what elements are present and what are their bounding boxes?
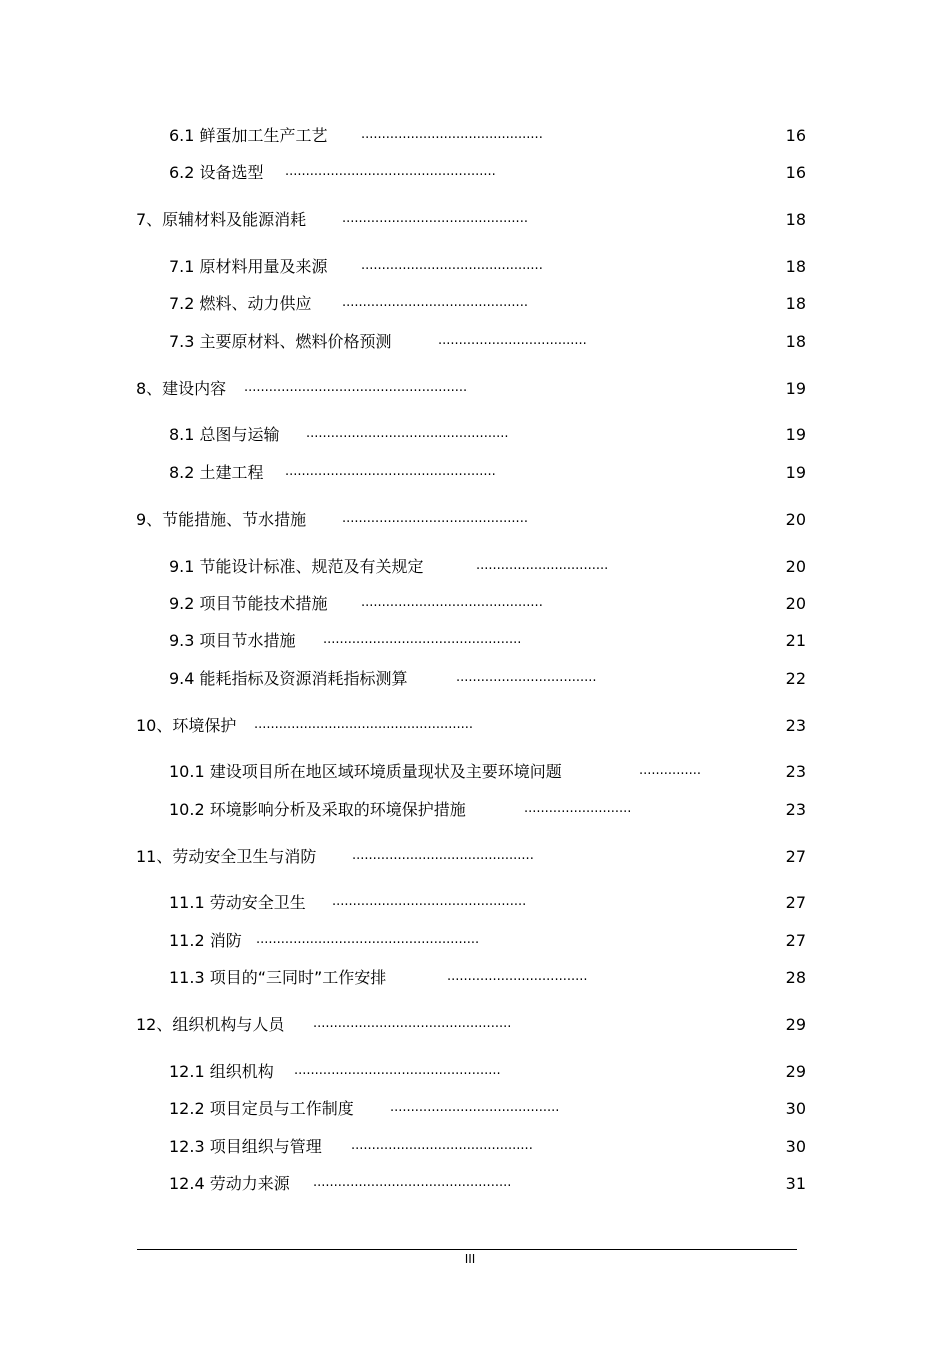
toc-entry-6-1[interactable] xyxy=(169,124,809,148)
toc-entry-title: 9.2 项目节能技术措施 xyxy=(169,594,328,613)
toc-entry-page: 29 xyxy=(785,1015,806,1034)
toc-entry-page: 30 xyxy=(785,1099,806,1118)
toc-entry-12-4[interactable] xyxy=(169,1172,809,1196)
toc-entry-page: 31 xyxy=(785,1174,806,1193)
toc-entry-page: 29 xyxy=(785,1062,806,1081)
toc-entry-leader: ............................................... xyxy=(332,894,527,909)
toc-entry-12-3[interactable] xyxy=(169,1135,809,1159)
toc-entry-7[interactable] xyxy=(136,208,809,232)
footer-divider xyxy=(137,1249,797,1250)
toc-entry-7-1[interactable] xyxy=(169,255,809,279)
toc-entry-leader: ................................................. xyxy=(306,426,509,441)
toc-entry-page: 23 xyxy=(785,800,806,819)
toc-entry-leader: ................................................... xyxy=(285,164,496,179)
toc-entry-leader: ...................................................... xyxy=(244,380,468,395)
toc-entry-title: 11.3 项目的“三同时”工作安排 xyxy=(169,968,387,987)
toc-entry-9-2[interactable] xyxy=(169,592,809,616)
toc-entry-title: 8、建设内容 xyxy=(136,379,227,398)
toc-entry-leader: ................................................... xyxy=(285,464,496,479)
toc-entry-10-2[interactable] xyxy=(169,798,809,822)
toc-entry-title: 11、劳动安全卫生与消防 xyxy=(136,847,317,866)
toc-entry-11-2[interactable] xyxy=(169,929,809,953)
toc-entry-title: 7.2 燃料、动力供应 xyxy=(169,294,312,313)
toc-entry-leader: ......................................... xyxy=(390,1100,560,1115)
toc-entry-title: 7、原辅材料及能源消耗 xyxy=(136,210,307,229)
toc-entry-page: 27 xyxy=(785,931,806,950)
toc-entry-leader: .................................. xyxy=(447,969,588,984)
toc-entry-leader: ............................................ xyxy=(361,258,543,273)
toc-entry-9[interactable] xyxy=(136,508,809,532)
toc-entry-leader: .................................................. xyxy=(294,1063,501,1078)
toc-entry-9-4[interactable] xyxy=(169,667,809,691)
toc-entry-9-3[interactable] xyxy=(169,629,809,653)
toc-entry-page: 20 xyxy=(785,557,806,576)
toc-entry-title: 9.1 节能设计标准、规范及有关规定 xyxy=(169,557,424,576)
toc-entry-page: 22 xyxy=(785,669,806,688)
toc-entry-6-2[interactable] xyxy=(169,161,809,185)
toc-entry-title: 6.1 鲜蛋加工生产工艺 xyxy=(169,126,328,145)
page-number: III xyxy=(464,1252,476,1266)
toc-entry-page: 19 xyxy=(785,379,806,398)
toc-entry-11[interactable] xyxy=(136,845,809,869)
toc-entry-page: 30 xyxy=(785,1137,806,1156)
toc-entry-page: 23 xyxy=(785,716,806,735)
toc-entry-page: 18 xyxy=(785,294,806,313)
toc-entry-title: 7.1 原材料用量及来源 xyxy=(169,257,328,276)
toc-entry-7-3[interactable] xyxy=(169,330,809,354)
toc-entry-page: 23 xyxy=(785,762,806,781)
toc-entry-leader: ................................................ xyxy=(313,1016,512,1031)
toc-entry-page: 18 xyxy=(785,257,806,276)
toc-entry-8[interactable] xyxy=(136,377,809,401)
toc-entry-page: 16 xyxy=(785,126,806,145)
toc-entry-10-1[interactable] xyxy=(169,760,809,784)
toc-entry-title: 8.1 总图与运输 xyxy=(169,425,280,444)
toc-entry-page: 19 xyxy=(785,425,806,444)
toc-entry-page: 28 xyxy=(785,968,806,987)
toc-entry-page: 20 xyxy=(785,510,806,529)
toc-entry-title: 6.2 设备选型 xyxy=(169,163,264,182)
toc-entry-title: 10、环境保护 xyxy=(136,716,237,735)
toc-entry-page: 27 xyxy=(785,847,806,866)
toc-entry-title: 12.1 组织机构 xyxy=(169,1062,274,1081)
toc-entry-8-1[interactable] xyxy=(169,423,809,447)
toc-entry-title: 12.2 项目定员与工作制度 xyxy=(169,1099,354,1118)
toc-entry-page: 18 xyxy=(785,210,806,229)
toc-entry-title: 11.2 消防 xyxy=(169,931,242,950)
toc-entry-7-2[interactable] xyxy=(169,292,809,316)
toc-entry-title: 9.3 项目节水措施 xyxy=(169,631,296,650)
toc-entry-leader: ...................................................... xyxy=(256,932,480,947)
toc-entry-11-1[interactable] xyxy=(169,891,809,915)
toc-entry-leader: ............................................ xyxy=(361,595,543,610)
toc-entry-8-2[interactable] xyxy=(169,461,809,485)
toc-entry-page: 19 xyxy=(785,463,806,482)
toc-entry-page: 18 xyxy=(785,332,806,351)
toc-entry-leader: ............................................. xyxy=(342,511,528,526)
toc-entry-leader: ................................ xyxy=(476,558,609,573)
toc-entry-leader: .................................... xyxy=(438,333,587,348)
toc-entry-leader: .................................. xyxy=(456,670,597,685)
toc-entry-page: 20 xyxy=(785,594,806,613)
toc-entry-title: 8.2 土建工程 xyxy=(169,463,264,482)
toc-entry-12-1[interactable] xyxy=(169,1060,809,1084)
toc-entry-leader: ................................................ xyxy=(323,632,522,647)
toc-entry-title: 10.2 环境影响分析及采取的环境保护措施 xyxy=(169,800,466,819)
toc-entry-leader: ............................................. xyxy=(342,295,528,310)
toc-entry-title: 10.1 建设项目所在地区域环境质量现状及主要环境问题 xyxy=(169,762,562,781)
toc-entry-12-2[interactable] xyxy=(169,1097,809,1121)
toc-entry-leader: ............................................ xyxy=(361,127,543,142)
toc-entry-title: 7.3 主要原材料、燃料价格预测 xyxy=(169,332,392,351)
toc-entry-title: 11.1 劳动安全卫生 xyxy=(169,893,306,912)
toc-entry-title: 12.3 项目组织与管理 xyxy=(169,1137,322,1156)
toc-entry-title: 12.4 劳动力来源 xyxy=(169,1174,290,1193)
toc-entry-11-3[interactable] xyxy=(169,966,809,990)
toc-entry-page: 21 xyxy=(785,631,806,650)
toc-entry-leader: ............................................ xyxy=(351,1138,533,1153)
toc-entry-10[interactable] xyxy=(136,714,809,738)
toc-entry-leader: ..................................................... xyxy=(254,717,474,732)
toc-entry-page: 27 xyxy=(785,893,806,912)
toc-entry-title: 9、节能措施、节水措施 xyxy=(136,510,307,529)
toc-entry-title: 9.4 能耗指标及资源消耗指标测算 xyxy=(169,669,408,688)
toc-entry-title: 12、组织机构与人员 xyxy=(136,1015,285,1034)
toc-entry-12[interactable] xyxy=(136,1013,809,1037)
toc-entry-9-1[interactable] xyxy=(169,555,809,579)
toc-entry-leader: ................................................ xyxy=(313,1175,512,1190)
toc-entry-leader: ............................................. xyxy=(342,211,528,226)
toc-entry-leader: .......................... xyxy=(524,801,632,816)
toc-entry-leader: ............... xyxy=(639,763,701,778)
toc-entry-page: 16 xyxy=(785,163,806,182)
toc-entry-leader: ............................................ xyxy=(352,848,534,863)
